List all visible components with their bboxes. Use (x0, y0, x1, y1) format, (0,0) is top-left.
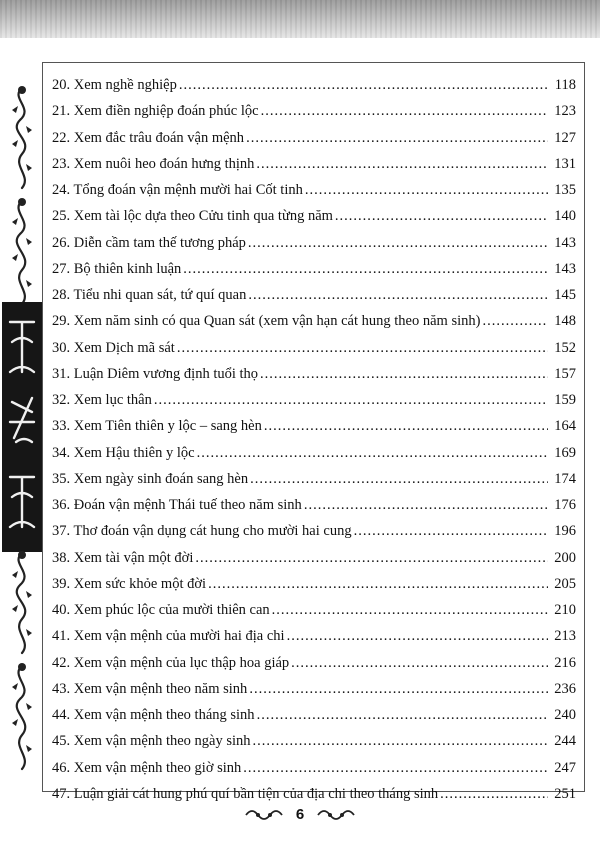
dragon-ornament-bottom-icon (4, 545, 40, 775)
toc-entry-title: 47. Luận giải cát hung phú quí bần tiện của địa chi theo tháng sinh (52, 785, 439, 802)
toc-entry-page: 143 (554, 260, 576, 277)
toc-entry-page: 174 (554, 470, 576, 487)
toc-leader-dots (250, 466, 548, 492)
toc-entry (52, 308, 576, 334)
toc-entry (52, 728, 576, 754)
toc-entry (52, 597, 576, 623)
toc-leader-dots (246, 125, 548, 151)
toc-entry (52, 256, 576, 282)
toc-entry (52, 98, 576, 124)
toc-leader-dots (287, 623, 548, 649)
toc-entry-title: 33. Xem Tiên thiên y lộc – sang hèn (52, 418, 262, 435)
toc-entry-title: 21. Xem điền nghiệp đoán phúc lộc (52, 103, 259, 120)
toc-leader-dots (260, 361, 548, 387)
toc-entry (52, 781, 576, 807)
toc-entry-title: 39. Xem sức khỏe một đời (52, 575, 207, 592)
toc-entry-title: 42. Xem vận mệnh của lục thập hoa giáp (52, 654, 290, 671)
toc-entry-title: 35. Xem ngày sinh đoán sang hèn (52, 470, 249, 487)
toc-entry-page: 131 (554, 155, 576, 172)
toc-leader-dots (208, 571, 548, 597)
toc-entry (52, 230, 576, 256)
scan-top-band (0, 0, 600, 38)
toc-entry-page: 159 (554, 392, 576, 408)
toc-entry-page: 164 (554, 418, 576, 435)
toc-entry-page: 216 (554, 654, 576, 671)
side-banner (2, 302, 42, 552)
toc-leader-dots (261, 98, 548, 124)
toc-entry-page: 118 (554, 77, 576, 93)
toc-entry (52, 203, 576, 229)
toc-entry-page: 200 (554, 549, 576, 566)
toc-entry (52, 72, 576, 98)
toc-entry-page: 240 (554, 707, 576, 723)
toc-entry-title: 45. Xem vận mệnh theo ngày sinh (52, 733, 251, 750)
toc-entry-page: 205 (554, 575, 576, 592)
toc-entry-title: 28. Tiểu nhi quan sát, tứ quí quan (52, 287, 247, 303)
toc-entry-page: 244 (554, 733, 576, 750)
toc-entry-title: 40. Xem phúc lộc của mười thiên can (52, 602, 270, 618)
toc-entry-title: 29. Xem năm sinh có qua Quan sát (xem vận hạn cát hung theo năm sinh) (52, 313, 481, 330)
toc-leader-dots (197, 440, 548, 466)
toc-leader-dots (183, 256, 548, 282)
footer-ornament-right-icon (316, 807, 356, 823)
toc-leader-dots (305, 177, 548, 203)
toc-entry (52, 335, 576, 361)
toc-leader-dots (291, 650, 548, 676)
toc-entry-title: 26. Diễn cầm tam thế tương pháp (52, 234, 246, 251)
toc-leader-dots (264, 413, 548, 439)
toc-entry (52, 125, 576, 151)
toc-entry-title: 23. Xem nuôi heo đoán hưng thịnh (52, 155, 255, 172)
toc-leader-dots (179, 72, 548, 98)
toc-leader-dots (440, 781, 548, 807)
toc-entry-title: 27. Bộ thiên kinh luận (52, 260, 182, 277)
toc-leader-dots (253, 728, 548, 754)
toc-entry-page: 210 (554, 602, 576, 618)
toc-entry (52, 571, 576, 597)
toc-entry (52, 177, 576, 203)
toc-entry (52, 702, 576, 728)
toc-leader-dots (335, 203, 548, 229)
toc-entry (52, 282, 576, 308)
page-number: 6 (295, 806, 305, 823)
toc-entry (52, 413, 576, 439)
toc-entry-title: 38. Xem tài vận một đời (52, 549, 194, 566)
toc-entry-page: 213 (554, 628, 576, 645)
toc-entry-page: 127 (554, 129, 576, 146)
toc-entry-title: 31. Luận Diêm vương định tuổi thọ (52, 365, 259, 382)
toc-entry-title: 30. Xem Dịch mã sát (52, 339, 175, 356)
toc-entry-title: 43. Xem vận mệnh theo năm sinh (52, 680, 248, 697)
toc-entry-title: 32. Xem lục thân (52, 392, 152, 408)
toc-entry-page: 157 (554, 365, 576, 382)
toc-entry (52, 440, 576, 466)
toc-entry-title: 46. Xem vận mệnh theo giờ sinh (52, 759, 242, 776)
toc-leader-dots (248, 230, 548, 256)
toc-entry-page: 176 (554, 497, 576, 513)
toc-entry-page: 152 (554, 339, 576, 356)
toc-entry (52, 623, 576, 649)
toc-entry (52, 466, 576, 492)
toc-leader-dots (243, 755, 548, 781)
toc-entry-title: 20. Xem nghề nghiệp (52, 77, 177, 93)
toc-leader-dots (248, 282, 548, 308)
toc-leader-dots (256, 151, 548, 177)
toc-entry-title: 36. Đoán vận mệnh Thái tuế theo năm sinh (52, 497, 302, 513)
toc-entry-page: 123 (554, 103, 576, 120)
toc-leader-dots (154, 387, 548, 413)
toc-entry (52, 676, 576, 702)
toc-entry (52, 518, 576, 544)
toc-leader-dots (195, 545, 548, 571)
toc-entry-page: 251 (554, 785, 576, 802)
footer-ornament-left-icon (244, 807, 284, 823)
toc-entry (52, 545, 576, 571)
dragon-ornament-top-icon (4, 80, 40, 310)
toc-entry-page: 143 (554, 234, 576, 251)
toc-leader-dots (272, 597, 548, 623)
toc-entry (52, 151, 576, 177)
toc-entry-title: 24. Tổng đoán vận mệnh mười hai Cốt tinh (52, 182, 303, 198)
toc-entry-title: 37. Thơ đoán vận dụng cát hung cho mười hai cung (52, 523, 352, 540)
toc-entry-page: 148 (554, 313, 576, 330)
page-footer (0, 806, 600, 823)
toc-entry (52, 492, 576, 518)
table-of-contents (52, 72, 576, 807)
toc-entry-page: 145 (554, 287, 576, 303)
toc-entry-page: 247 (554, 759, 576, 776)
toc-entry (52, 755, 576, 781)
toc-entry-title: 22. Xem đắc trâu đoán vận mệnh (52, 129, 245, 146)
toc-leader-dots (482, 308, 548, 334)
toc-leader-dots (177, 335, 548, 361)
toc-entry (52, 650, 576, 676)
toc-entry-page: 196 (554, 523, 576, 540)
toc-entry-page: 135 (554, 182, 576, 198)
toc-entry-page: 140 (554, 208, 576, 225)
toc-entry-title: 41. Xem vận mệnh của mười hai địa chi (52, 628, 285, 645)
toc-entry (52, 361, 576, 387)
toc-entry-title: 44. Xem vận mệnh theo tháng sinh (52, 707, 255, 723)
toc-leader-dots (354, 518, 548, 544)
toc-entry-title: 34. Xem Hậu thiên y lộc (52, 444, 195, 461)
toc-entry-title: 25. Xem tài lộc dựa theo Cửu tinh qua từng năm (52, 208, 333, 225)
toc-leader-dots (304, 492, 548, 518)
toc-entry (52, 387, 576, 413)
toc-entry-page: 236 (554, 680, 576, 697)
toc-leader-dots (257, 702, 548, 728)
toc-entry-page: 169 (554, 444, 576, 461)
toc-leader-dots (249, 676, 548, 702)
